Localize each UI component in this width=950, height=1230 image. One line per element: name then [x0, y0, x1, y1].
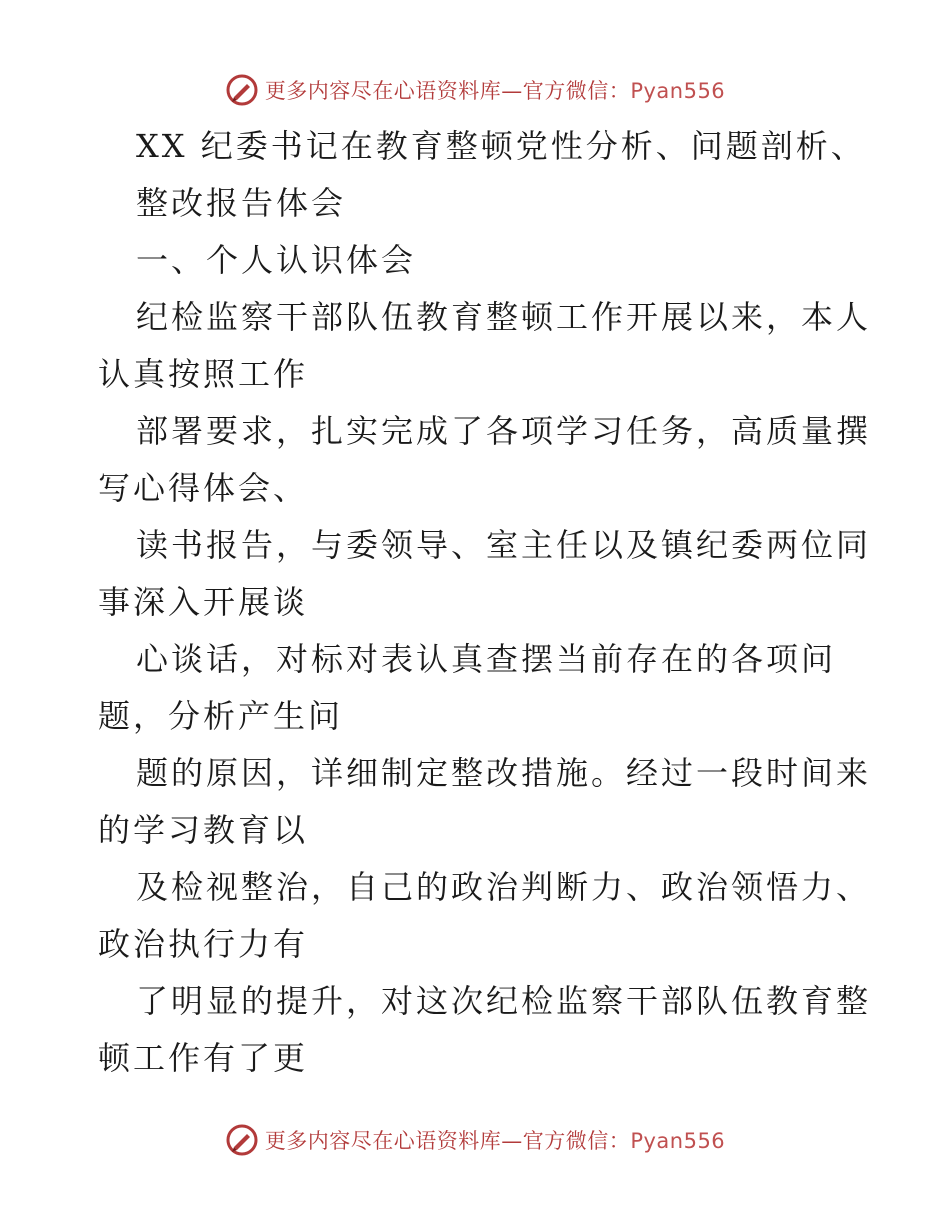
text-line: 部署要求，扎实完成了各项学习任务，高质量撰: [136, 412, 872, 450]
text-line: 纪检监察干部队伍教育整顿工作开展以来，本人: [136, 298, 872, 336]
text-line: 读书报告，与委领导、室主任以及镇纪委两位同: [136, 526, 872, 564]
text-line: 题的原因，详细制定整改措施。经过一段时间来: [136, 754, 872, 792]
text-line: 了明显的提升，对这次纪检监察干部队伍教育整: [136, 982, 872, 1020]
text-line: 整改报告体会: [136, 184, 347, 222]
text-line: 心谈话，对标对表认真查摆当前存在的各项问: [136, 640, 837, 678]
banner-wechat: Pyan556: [630, 1129, 726, 1153]
text-line: XX 纪委书记在教育整顿党性分析、问题剖析、: [136, 127, 866, 165]
text-line: 认真按照工作: [98, 355, 309, 393]
text-line: 及检视整治，自己的政治判断力、政治领悟力、: [136, 868, 872, 906]
banner-text: 更多内容尽在心语资料库—官方微信：: [264, 1129, 631, 1153]
document-body: [98, 118, 872, 1087]
text-line: 事深入开展谈: [98, 583, 309, 621]
footer-banner: [0, 1120, 950, 1160]
text-line: 一、个人认识体会: [136, 241, 417, 279]
pen-logo-icon: [225, 1123, 259, 1157]
header-banner: [0, 70, 950, 110]
text-line: 政治执行力有: [98, 925, 309, 963]
text-line: 题，分析产生问: [98, 697, 344, 735]
pen-logo-icon: [225, 73, 259, 107]
banner-text: 更多内容尽在心语资料库—官方微信：: [264, 79, 631, 103]
text-line: 顿工作有了更: [98, 1039, 309, 1077]
banner-wechat: Pyan556: [630, 79, 726, 103]
text-line: 的学习教育以: [98, 811, 309, 849]
text-line: 写心得体会、: [98, 469, 309, 507]
